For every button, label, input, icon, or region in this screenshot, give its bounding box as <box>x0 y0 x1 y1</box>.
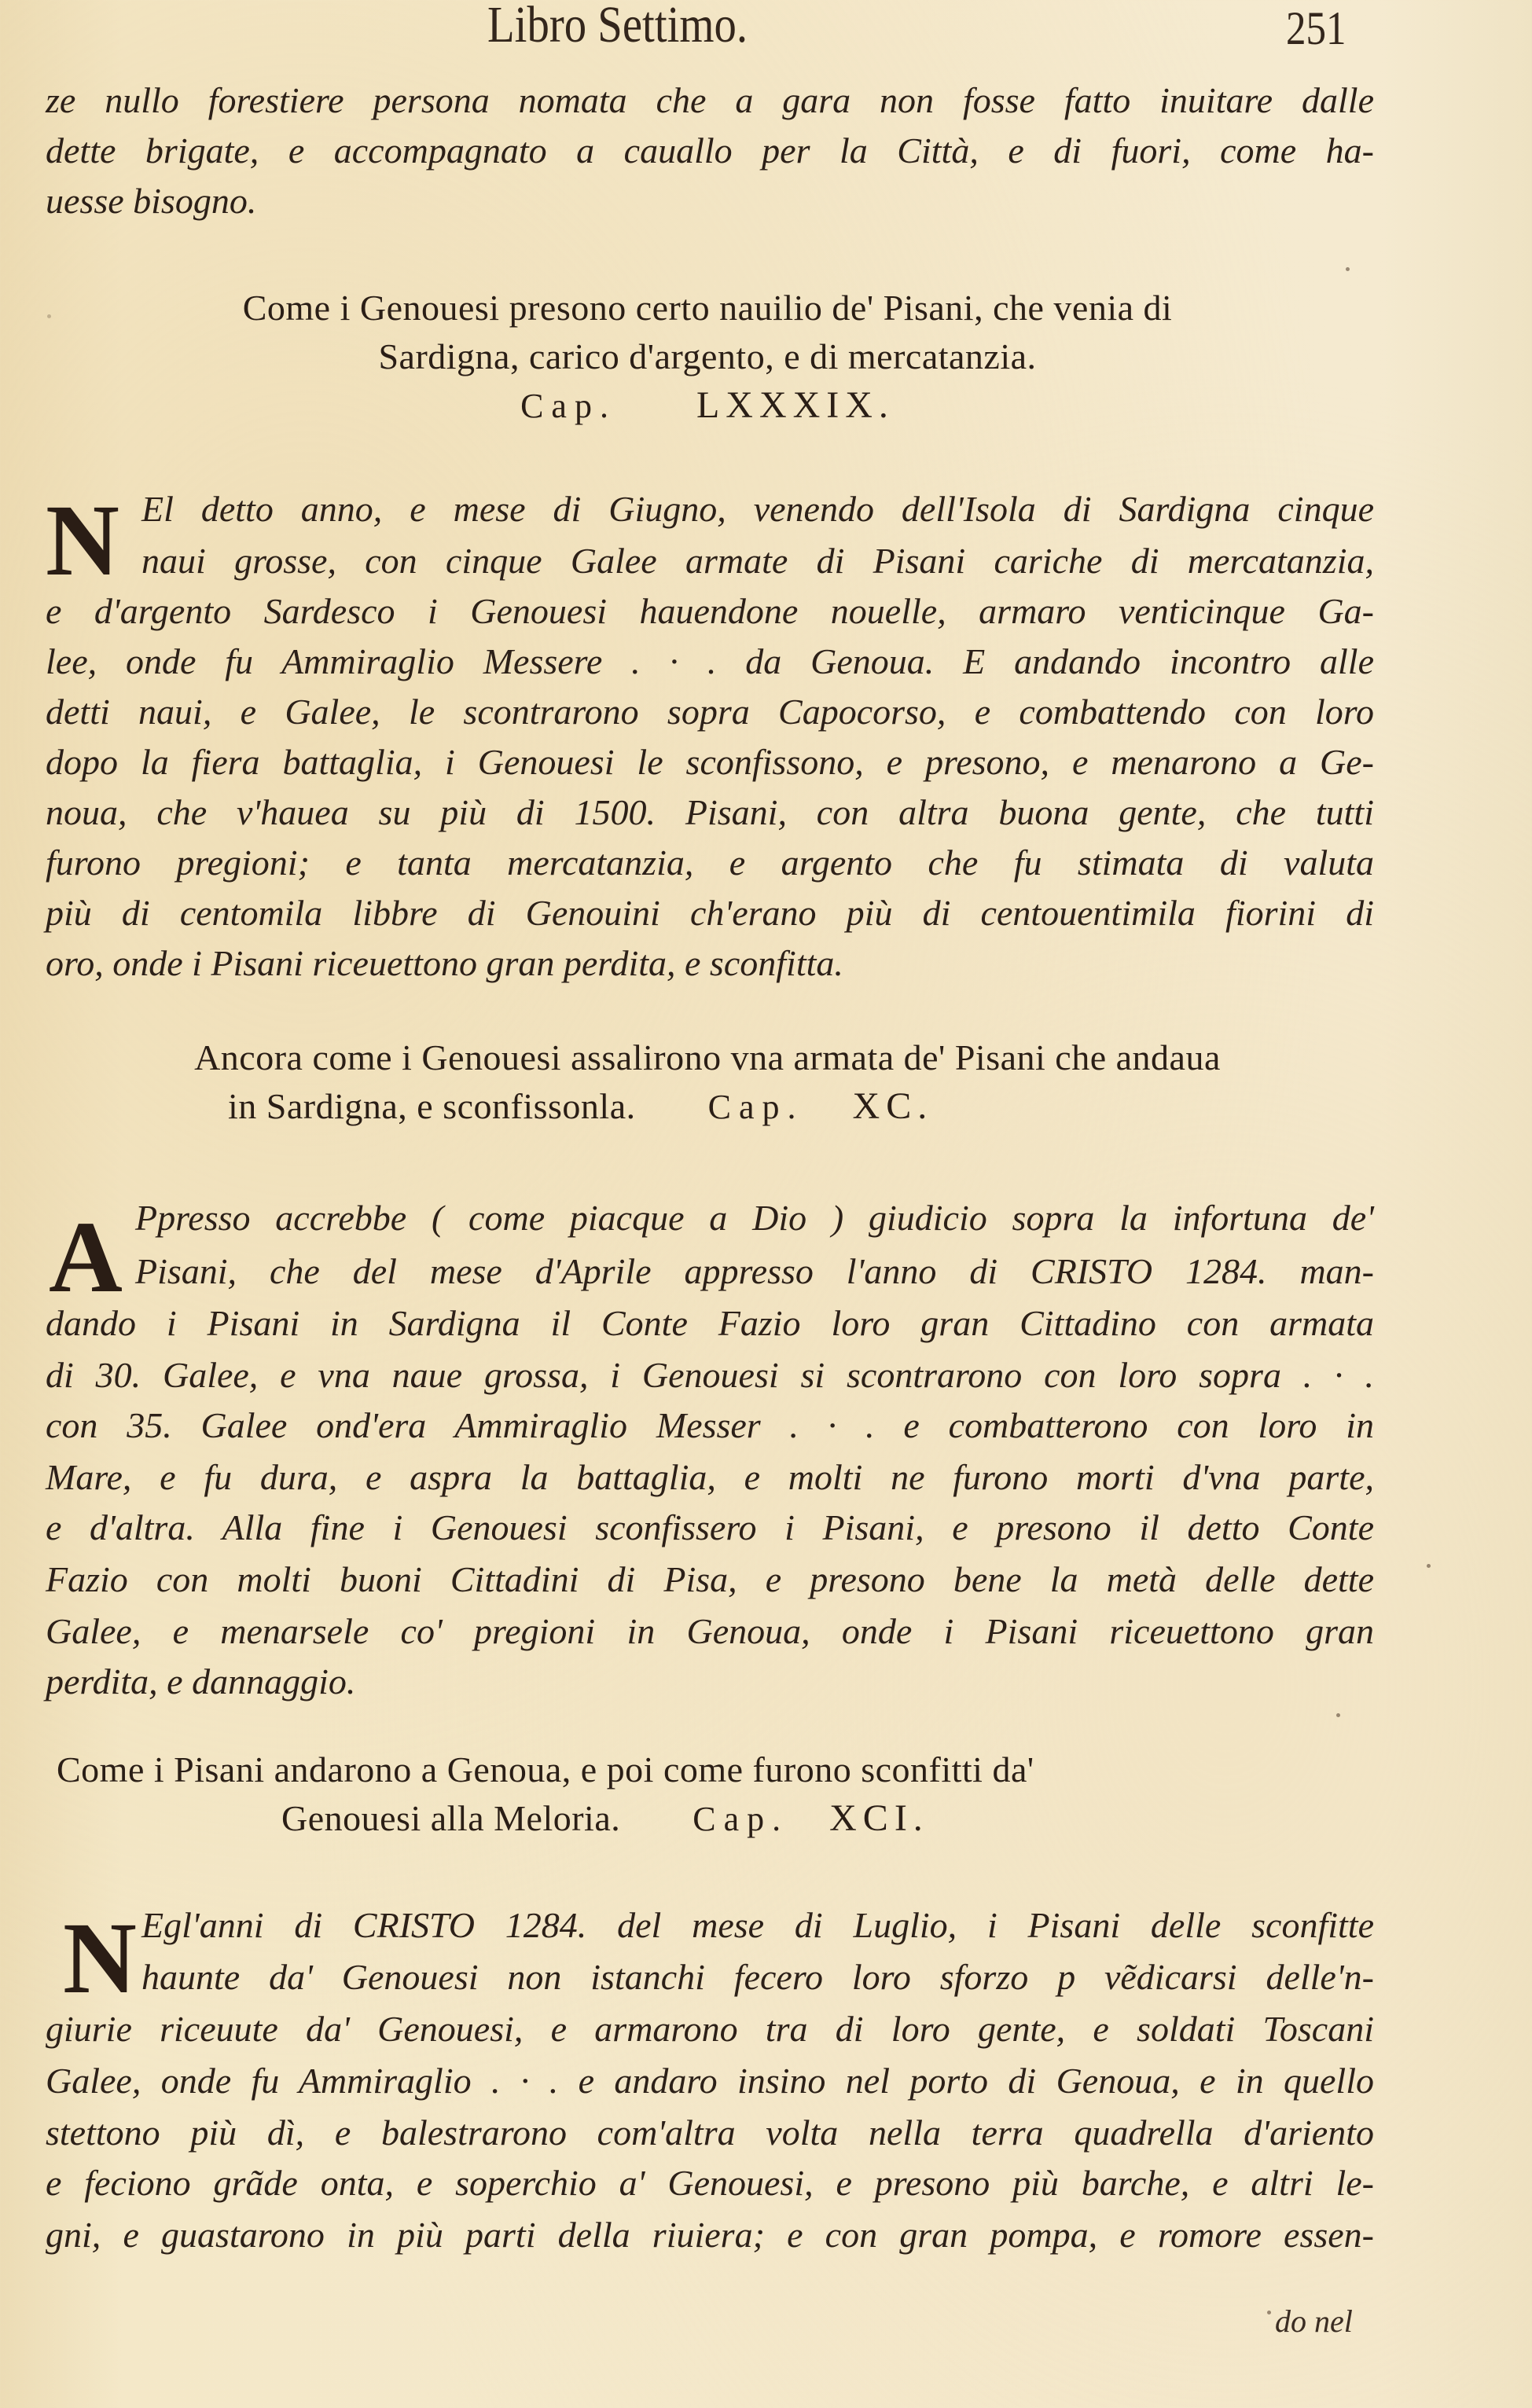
text-line: uesse bisogno. <box>46 181 257 221</box>
cap-number: XC. <box>852 1085 934 1127</box>
text-line: Fazio con molti buoni Cittadini di Pisa, e presono bene la metà delle dette <box>46 1559 1374 1599</box>
cap-label: Cap. <box>520 387 616 425</box>
text-line: Ppresso accrebbe ( come piacque a Dio ) giudicio sopra la infortuna de' <box>135 1198 1374 1238</box>
paper-speck <box>1336 1713 1340 1717</box>
text-line: Mare, e fu dura, e aspra la battaglia, e molti ne furono morti d'vna parte, <box>46 1457 1374 1497</box>
chapter-heading-text: in Sardigna, e sconfissonla. <box>228 1086 636 1126</box>
cap-label: Cap. <box>707 1088 804 1126</box>
text-line: haunte da' Genouesi non istanchi fecero loro sforzo p vẽdicarsi delle'n- <box>141 1957 1374 1997</box>
catchword: do nel <box>1275 2303 1353 2339</box>
chapter-heading-line: Come i Genouesi presono certo nauilio de' Pisani, che venia di <box>242 288 1173 328</box>
text-line: più di centomila libbre di Genouini ch'erano più di centouentimila fiorini di <box>46 893 1374 933</box>
running-title: Libro Settimo. <box>487 0 748 53</box>
cap-number: XCI. <box>829 1797 929 1839</box>
text-line: con 35. Galee ond'era Ammiraglio Messer . · . e combatterono con loro in <box>46 1405 1374 1445</box>
text-line: dette brigate, e accompagnato a cauallo per la Città, e di fuori, come ha- <box>46 130 1374 171</box>
text-line: Galee, e menarsele co' pregioni in Genoua, onde i Pisani riceuettono gran <box>46 1611 1374 1651</box>
cap-label: Cap. <box>693 1800 789 1838</box>
drop-cap: A <box>49 1201 123 1314</box>
drop-cap: N <box>63 1902 137 2015</box>
text-line: lee, onde fu Ammiraglio Messere . · . da Genoua. E andando incontro alle <box>46 641 1374 681</box>
text-line: furono pregioni; e tanta mercatanzia, e argento che fu stimata di valuta <box>46 842 1374 883</box>
text-line: gni, e guastarono in più parti della riuiera; e con gran pompa, e romore essen- <box>46 2215 1374 2255</box>
text-line: naui grosse, con cinque Galee armate di Pisani cariche di mercatanzia, <box>141 541 1374 581</box>
chapter-heading-text: Genouesi alla Meloria. <box>281 1798 621 1838</box>
text-line: e feciono grãde onta, e soperchio a' Genouesi, e presono più barche, e altri le- <box>46 2163 1374 2203</box>
chapter-heading-line: Ancora come i Genouesi assalirono vna armata de' Pisani che andaua <box>194 1037 1221 1077</box>
paper-speck <box>1427 1564 1431 1568</box>
running-head <box>0 0 1532 63</box>
text-line: oro, onde i Pisani riceuettono gran perdita, e sconfitta. <box>46 943 843 983</box>
drop-cap: N <box>46 484 119 597</box>
text-line: Pisani, che del mese d'Aprile appresso l'anno di CRISTO 1284. man- <box>135 1251 1374 1291</box>
text-line: e d'altra. Alla fine i Genouesi sconfissero i Pisani, e presono il detto Conte <box>46 1507 1374 1547</box>
text-line: giurie riceuute da' Genouesi, e armarono tra di loro gente, e soldati Toscani <box>46 2009 1374 2049</box>
text-line: dando i Pisani in Sardigna il Conte Fazio loro gran Cittadino con armata <box>46 1303 1374 1343</box>
text-line: dopo la fiera battaglia, i Genouesi le sconfissono, e presono, e menarono a Ge- <box>46 742 1374 782</box>
paper-speck <box>1267 2311 1271 2314</box>
text-line: e d'argento Sardesco i Genouesi hauendone nouelle, armaro venticinque Ga- <box>46 591 1374 631</box>
page-number: 251 <box>1286 2 1346 54</box>
paper-speck <box>47 314 51 318</box>
text-line: di 30. Galee, e vna naue grossa, i Genouesi si scontrarono con loro sopra . · . <box>46 1355 1374 1395</box>
text-line: stettono più dì, e balestrarono com'altra volta nella terra quadrella d'ariento <box>46 2113 1374 2153</box>
text-line: noua, che v'hauea su più di 1500. Pisani, con altra buona gente, che tutti <box>46 792 1374 832</box>
text-line: El detto anno, e mese di Giugno, venendo dell'Isola di Sardigna cinque <box>141 489 1374 529</box>
cap-number: LXXXIX. <box>696 384 895 426</box>
chapter-number <box>31 382 1383 430</box>
text-line: detti naui, e Galee, le scontrarono sopra Capocorso, e combattendo con loro <box>46 692 1374 732</box>
chapter-heading-line-with-number <box>228 1083 1532 1131</box>
text-line: Galee, onde fu Ammiraglio . · . e andaro insino nel porto di Genoua, e in quello <box>46 2061 1374 2101</box>
chapter-heading-line: Sardigna, carico d'argento, e di mercatanzia. <box>378 336 1037 376</box>
text-line: ze nullo forestiere persona nomata che a gara non fosse fatto inuitare dalle <box>46 80 1374 120</box>
chapter-heading-line-with-number <box>281 1795 1532 1843</box>
text-line: Egl'anni di CRISTO 1284. del mese di Luglio, i Pisani delle sconfitte <box>141 1905 1374 1945</box>
text-line: perdita, e dannaggio. <box>46 1661 356 1701</box>
chapter-heading-line: Come i Pisani andarono a Genoua, e poi come furono sconfitti da' <box>57 1749 1034 1789</box>
paper-speck <box>1346 267 1350 271</box>
